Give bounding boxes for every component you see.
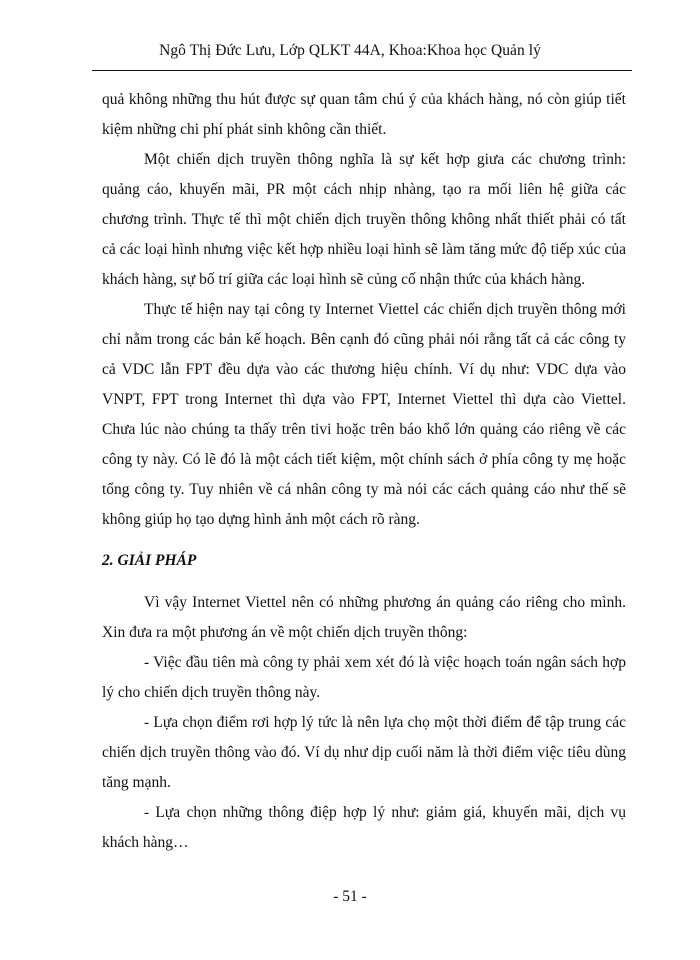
paragraph-continuation: quả không những thu hút được sự quan tâm chú ý của khách hàng, nó còn giúp tiết kiệm những chi phí phát sinh không cần thiết. [102, 91, 626, 138]
paragraph-solution-intro: Vì vậy Internet Viettel nên có những phương án quảng cáo riêng cho mình. Xin đưa ra một phương án về một chiến dịch truyền thông: [102, 594, 626, 641]
list-item-budget: - Việc đầu tiên mà công ty phải xem xét đó là việc hoạch toán ngân sách hợp lý cho chiến dịch truyền thông này. [102, 654, 626, 701]
list-item-timing: - Lựa chọn điểm rơi hợp lý tức là nên lựa chọ một thời điểm để tập trung các chiến dịch truyền thông vào đó. Ví dụ như dịp cuối năm là thời điểm việc tiêu dùng tăng mạnh. [102, 714, 626, 791]
paragraph-campaign-definition: Một chiến dịch truyền thông nghĩa là sự kết hợp giưa các chương trình: quảng cáo, khuyến mãi, PR một cách nhịp nhàng, tạo ra mối liên hệ giữa các chương trình. Thực tế thì một chiến dịch truyền thông không nhất thiết phải có tất cả các loại hình nhưng việc kết hợp nhiều loại hình sẽ làm tăng mức độ tiếp xúc của khách hàng, sự bố trí giữa các loại hình sẽ củng cố nhận thức của khách hàng. [102, 151, 626, 288]
paragraph-current-situation: Thực tế hiện nay tại công ty Internet Viettel các chiến dịch truyền thông mới chỉ nằm trong các bản kế hoạch. Bên cạnh đó cũng phải nói rằng tất cả các công ty cả VDC lẫn FPT đều dựa vào các thương hiệu chính. Ví dụ như: VDC dựa vào VNPT, FPT trong Internet thì dựa vào FPT, Internet Viettel thì dựa cào Viettel. Chưa lúc nào chúng ta thấy trên tivi hoặc trên báo khổ lớn quảng cáo riêng về các công ty này. Có lẽ đó là một cách tiết kiệm, một chính sách ở phía công ty mẹ hoặc tổng công ty. Tuy nhiên về cá nhân công ty mà nói các cách quảng cáo như thế sẽ không giúp họ tạo dựng hình ảnh một cách rõ ràng. [102, 301, 626, 528]
header-divider [92, 70, 632, 71]
section-heading: 2. GIẢI PHÁP [102, 552, 197, 569]
page-number: - 51 - [333, 888, 367, 905]
list-item-messages: - Lựa chọn những thông điệp hợp lý như: giảm giá, khuyến mãi, dịch vụ khách hàng… [102, 804, 626, 851]
page-header: Ngô Thị Đức Lưu, Lớp QLKT 44A, Khoa:Khoa học Quản lý [159, 42, 541, 59]
document-body [102, 85, 626, 858]
